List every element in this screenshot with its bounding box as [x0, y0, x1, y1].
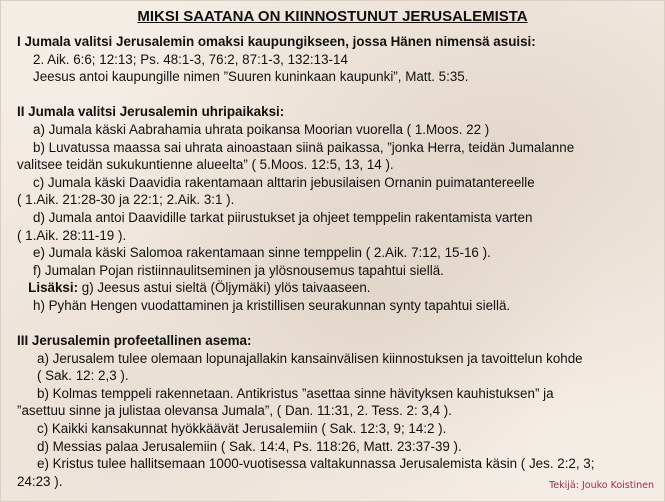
- section-3-item-e: e) Kristus tulee hallitsemaan 1000-vuotisessa valtakunnassa Jerusalemista käsin ( Jes. 2:2, 3;: [37, 456, 595, 472]
- section-1-line: Jeesus antoi kaupungille nimen ”Suuren kuninkaan kaupunki”, Matt. 5:35.: [33, 69, 469, 85]
- section-3-item-a-cont: ( Sak. 12: 2,3 ).: [37, 368, 129, 384]
- section-3-item-b: b) Kolmas temppeli rakennetaan. Antikristus ”asettaa sinne hävityksen kauhistuksen” ja: [37, 385, 554, 401]
- slide-body: [17, 33, 657, 490]
- section-2-item-d-cont: ( 1.Aik. 28:11-19 ).: [17, 227, 127, 243]
- spacer: [17, 315, 657, 333]
- section-3-heading: III Jerusalemin profeetallinen asema:: [17, 333, 252, 349]
- section-2-item-c: c) Jumala käski Daavidia rakentamaan alttarin jebusilaisen Ornanin puimatantereelle: [33, 174, 535, 190]
- section-2-item-d: d) Jumala antoi Daavidille tarkat piirustukset ja ohjeet temppelin rakentamista varten: [33, 209, 533, 225]
- section-2-heading: II Jumala valitsi Jerusalemin uhripaikaksi:: [17, 104, 285, 120]
- lisaksi-label: Lisäksi:: [28, 280, 79, 296]
- section-1-heading: I Jumala valitsi Jerusalemin omaksi kaupungikseen, jossa Hänen nimensä asuisi:: [17, 34, 536, 49]
- section-2-item-b-cont: valitsee teidän sukukuntienne alueelta” ( 5.Moos. 12:5, 13, 14 ).: [17, 157, 394, 173]
- section-3-item-d: d) Messias palaa Jerusalemiin ( Sak. 14:4, Ps. 118:26, Matt. 23:37-39 ).: [37, 438, 462, 454]
- section-2-item-h: h) Pyhän Hengen vuodattaminen ja kristillisen seurakunnan synty tapahtui siellä.: [33, 297, 511, 313]
- section-3-item-e-cont: 24:23 ).: [17, 473, 63, 489]
- section-2-item-e: e) Jumala käski Salomoa rakentamaan sinne temppelin ( 2.Aik. 7:12, 15-16 ).: [33, 245, 491, 261]
- lisaksi-text: g) Jeesus astui sieltä (Öljymäki) ylös taivaaseen.: [78, 280, 371, 296]
- section-3-item-b-cont: ”asettuu sinne ja julistaa olevansa Jumala”, ( Dan. 11:31, 2. Tess. 2: 3,4 ).: [17, 403, 452, 419]
- section-2-item-a: a) Jumala käski Aabrahamia uhrata poikansa Moorian vuorella ( 1.Moos. 22 ): [33, 121, 490, 137]
- page-title: MIKSI SAATANA ON KIINNOSTUNUT JERUSALEMISTA: [137, 8, 528, 25]
- section-3-item-a: a) Jerusalem tulee olemaan lopunajallakin kansainvälisen kiinnostuksen ja tavoittelun kohde: [37, 350, 583, 366]
- section-3-item-c: c) Kaikki kansakunnat hyökkäävät Jerusalemiin ( Sak. 12:3, 9; 14:2 ).: [37, 421, 447, 437]
- section-2-item-g: [17, 279, 657, 297]
- author-credit: Tekijä: Jouko Koistinen: [549, 480, 654, 491]
- section-2-item-f: f) Jumalan Pojan ristiinnaulitseminen ja ylösnousemus tapahtui siellä.: [33, 262, 444, 278]
- section-2-item-c-cont: ( 1.Aik. 21:28-30 ja 22:1; 2.Aik. 3:1 ).: [17, 192, 235, 208]
- spacer: [17, 86, 657, 104]
- section-1-line: 2. Aik. 6:6; 12:13; Ps. 48:1-3, 76:2, 87:1-3, 132:13-14: [33, 51, 348, 67]
- section-2-item-b: b) Luvatussa maassa sai uhrata ainoastaan siinä paikassa, ”jonka Herra, teidän Jumalanne: [33, 139, 575, 155]
